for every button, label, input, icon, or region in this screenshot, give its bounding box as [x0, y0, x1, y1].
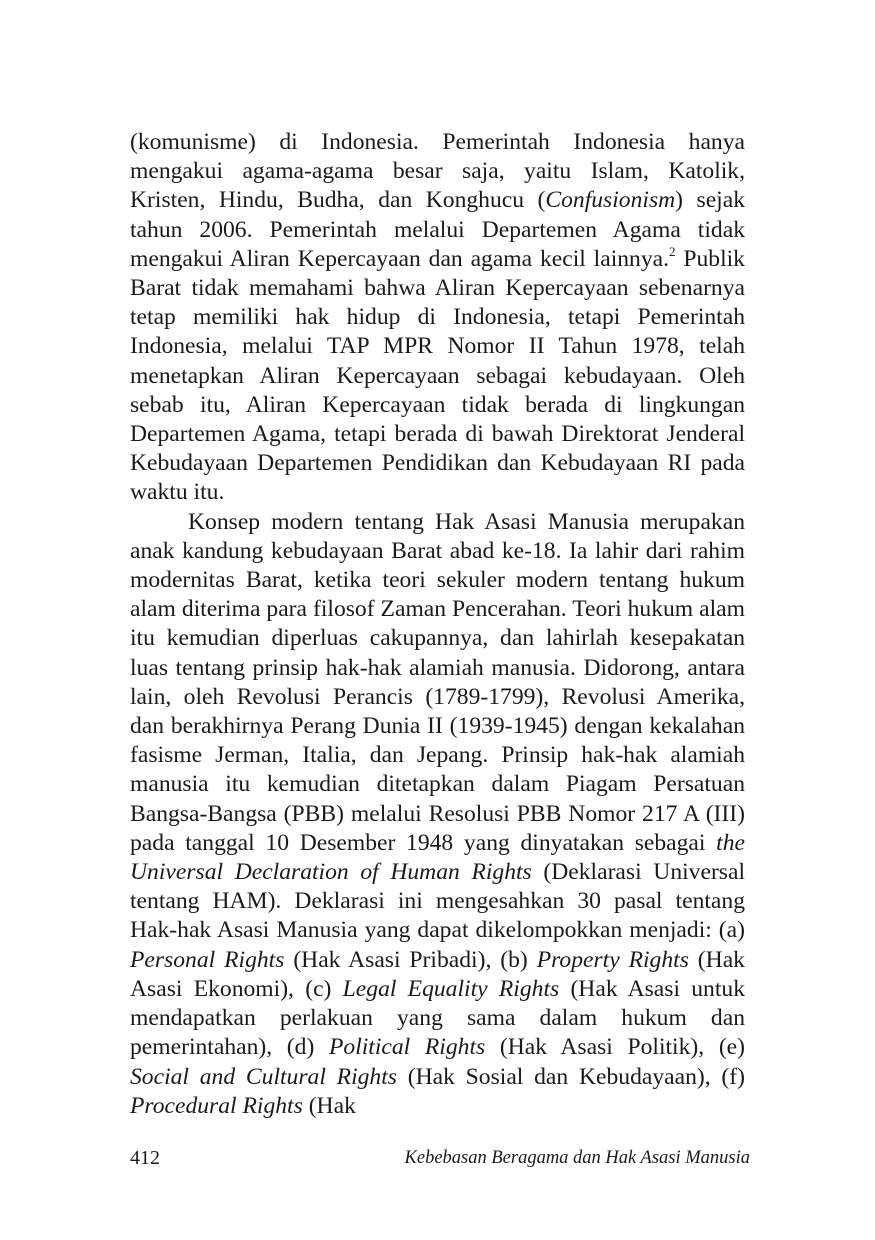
footnote-reference[interactable]: 2	[669, 243, 676, 259]
paragraph	[130, 508, 745, 1121]
text-run: (Hak	[302, 1092, 356, 1119]
page-footer	[130, 1145, 750, 1171]
italic-term: Personal Rights	[130, 946, 285, 973]
italic-term: Social and Cultural Rights	[130, 1063, 397, 1090]
text-run: (komunisme) di Indonesia. Pemerintah Indonesia hanya mengakui agama-agama besar saja, yaitu Islam, Katolik, Kristen, Hindu, Budha, dan Konghucu (	[130, 129, 745, 214]
text-run: Publik Barat tidak memahami bahwa Aliran Kepercayaan sebenarnya tetap memiliki hak hidup di Indonesia, tetapi Pemerintah Indonesia, melalui TAP MPR Nomor II Tahun 1978, telah menetapkan Aliran Kepercayaan sebagai kebudayaan. Oleh sebab itu, Aliran Kepercayaan tidak berada di lingkungan Departemen Agama, tetapi berada di bawah Direktorat Jenderal Kebudayaan Departemen Pendidikan dan Kebudayaan RI pada waktu itu.	[130, 245, 745, 506]
text-run: ) sejak tahun 2006. Pemerintah melalui Departemen Agama tidak mengakui Aliran Kepercayaan dan agama kecil lainnya.	[130, 187, 745, 272]
italic-term: Procedural Rights	[130, 1092, 303, 1119]
text-run: (Hak Asasi Politik), (e)	[485, 1034, 746, 1061]
text-run: (Hak Asasi Ekonomi), (c)	[130, 946, 745, 1002]
text-run: (Deklarasi Universal tentang HAM). Deklarasi ini mengesahkan 30 pasal tentang Hak-hak Asasi Manusia yang dapat dikelompokkan menjadi: (a)	[130, 859, 746, 944]
text-run: (Hak Sosial dan Kebudayaan), (f)	[396, 1063, 745, 1090]
running-title: Kebebasan Beragama dan Hak Asasi Manusia	[404, 1148, 750, 1168]
italic-term: Legal Equality Rights	[342, 975, 560, 1002]
text-run: Konsep modern tentang Hak Asasi Manusia merupakan anak kandung kebudayaan Barat abad ke-18. Ia lahir dari rahim modernitas Barat, ketika teori sekuler modern tentang hukum alam diterima para filosof Zaman Pencerahan. Teori hukum alam itu kemudian diperluas cakupannya, dan lahirlah kesepakatan luas tentang prinsip hak-hak alamiah manusia. Didorong, antara lain, oleh Revolusi Perancis (1789-1799), Revolusi Amerika, dan berakhirnya Perang Dunia II (1939-1945) dengan kekalahan fasisme Jerman, Italia, dan Jepang. Prinsip hak-hak alamiah manusia itu kemudian ditetapkan dalam Piagam Persatuan Bangsa-Bangsa (PBB) melalui Resolusi PBB Nomor 217 A (III) pada tanggal 10 Desember 1948 yang dinyatakan sebagai	[130, 508, 745, 856]
italic-term: Confusionism	[545, 187, 676, 214]
paragraph	[130, 128, 745, 508]
text-run: (Hak Asasi Pribadi), (b)	[284, 946, 537, 973]
page-number: 412	[130, 1147, 160, 1169]
body-text	[130, 128, 745, 1121]
italic-term: Property Rights	[536, 946, 689, 973]
italic-term: Political Rights	[328, 1034, 486, 1061]
italic-term: the Universal Declaration of Human Rights	[130, 829, 745, 886]
text-run: (Hak Asasi untuk mendapatkan perlakuan yang sama dalam hukum dan pemerintahan), (d)	[130, 975, 746, 1061]
